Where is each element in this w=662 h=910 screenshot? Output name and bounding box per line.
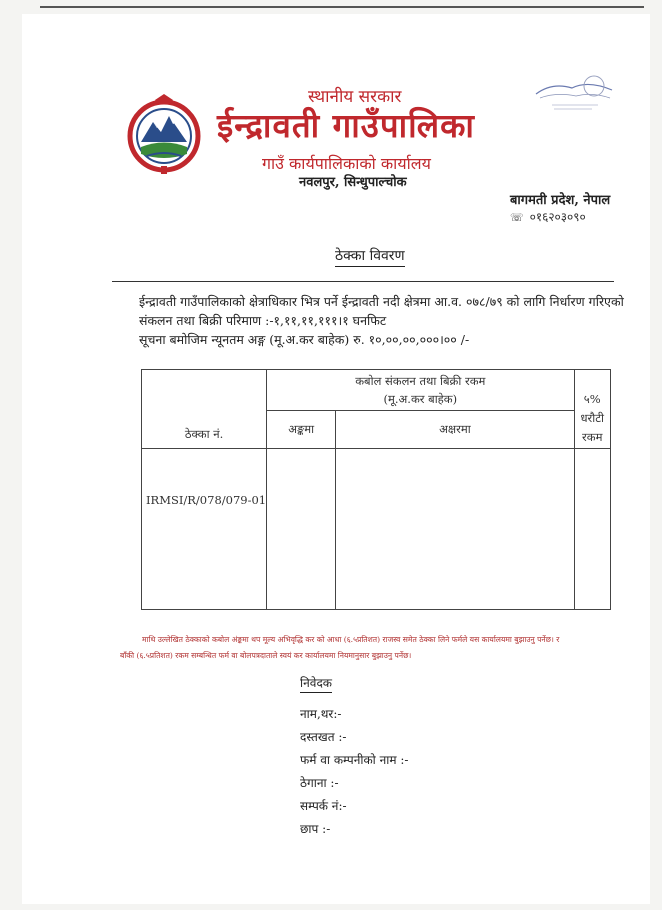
document-heading: ठेक्का विवरण: [335, 246, 405, 267]
header-deposit-word: धरौटी: [580, 411, 605, 425]
header-amount: [267, 370, 574, 411]
quantity-paragraph: ईन्द्रावती गाउँपालिकाको क्षेत्राधिकार भित्र पर्ने ईन्द्रावती नदी क्षेत्रमा आ.व. ०७८/७९ को लागि निर्धारण गरिएको संकलन तथा बिक्री परिमाण :-१,११,११,१११।१ घनफिट: [139, 294, 624, 328]
contract-number: IRMSI/R/078/079-01: [146, 493, 267, 507]
table-row: [142, 449, 611, 610]
cell-words[interactable]: [336, 449, 574, 610]
applicant-title: निवेदक: [300, 674, 332, 693]
tax-note-line-1: माथि उल्लेखित ठेक्काको कबोल अंङ्कमा थप मूल्य अभिवृद्धि कर को आधा (६.५प्रतिशत) राजस्व समेत ठेक्का लिने फर्मले यस कार्यालयमा बुझाउनु पर्नेछ। र: [142, 635, 560, 644]
table-header-row: [142, 370, 611, 411]
office-name: गाउँ कार्यपालिकाको कार्यालय: [262, 154, 431, 173]
field-address[interactable]: ठेगाना :-: [300, 776, 339, 790]
field-signature[interactable]: दस्तखत :-: [300, 730, 347, 744]
header-words: अक्षरमा: [336, 411, 574, 449]
header-deposit-percent: ५%: [583, 392, 601, 406]
header-deposit-amount-word: रकम: [582, 430, 603, 444]
header-amount-subtitle: (मू.अ.कर बाहेक): [383, 392, 458, 406]
heading-divider: [112, 281, 614, 282]
office-address: नवलपुर, सिन्धुपाल्चोक: [299, 175, 407, 190]
municipality-emblem-icon: [125, 92, 203, 176]
header-figures: अङ्कमा: [267, 411, 336, 449]
phone-icon: ☏: [510, 211, 524, 224]
government-label: स्थानीय सरकार: [308, 87, 402, 107]
applicant-section: [300, 674, 408, 843]
cell-deposit[interactable]: [574, 449, 611, 610]
phone-line: [510, 208, 586, 225]
top-border-line: [40, 6, 644, 8]
tax-note-line-2: बाँकी (६.५प्रतिशत) रकम सम्बन्धित फर्म वा बोलपत्रदाताले स्वयं कर कार्यालयमा नियमानुसार बुझाउनु पर्नेछ।: [120, 651, 412, 660]
header-contract-no: [142, 370, 267, 449]
minimum-amount-paragraph: सूचना बमोजिम न्यूनतम अङ्ग (मू.अ.कर बाहेक) रु. १०,००,००,०००।०० /-: [139, 332, 470, 347]
field-seal[interactable]: छाप :-: [300, 822, 331, 836]
header-deposit: [574, 370, 611, 449]
province-label: बागमती प्रदेश, नेपाल: [510, 193, 611, 208]
cell-contract-no: [142, 449, 267, 610]
bid-table: [141, 369, 611, 610]
receipt-stamp-icon: [532, 72, 616, 114]
header-contract-no-label: ठेक्का नं.: [184, 427, 224, 441]
phone-number: ०१६२०३०९०: [529, 210, 586, 224]
cell-figures[interactable]: [267, 449, 336, 610]
field-name[interactable]: नाम,थर:-: [300, 707, 342, 721]
field-company-name[interactable]: फर्म वा कम्पनीको नाम :-: [300, 753, 409, 767]
municipality-name: ईन्द्रावती गाउँपालिका: [217, 106, 475, 145]
header-amount-title: कबोल संकलन तथा बिक्री रकम: [355, 374, 486, 388]
field-contact-no[interactable]: सम्पर्क नं:-: [300, 799, 347, 813]
